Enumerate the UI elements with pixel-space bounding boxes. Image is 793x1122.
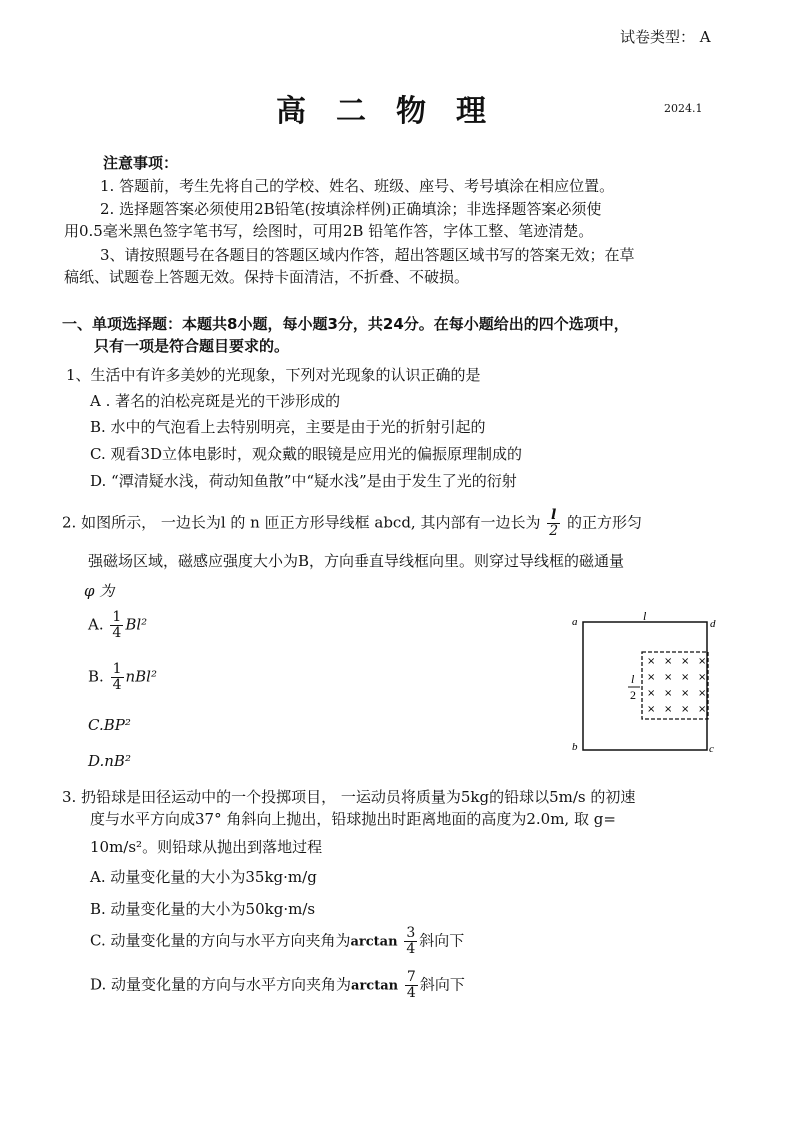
- q3-option-d-fraction: [405, 970, 418, 1001]
- q1-option-d: D. “潭清疑水浅，荷动知鱼散”中“疑水浅”是由于发生了光的衍射: [90, 472, 517, 490]
- q3-stem-line1: 3. 扔铅球是田径运动中的一个投掷项目， 一运动员将质量为5kg的铅球以5m/s 的初速: [62, 788, 636, 806]
- side-length-num: l: [631, 672, 635, 686]
- field-cross: ×: [681, 688, 690, 699]
- q2-option-d: D.nB²: [88, 752, 131, 770]
- notice-line-3b: 稿纸、试题卷上答题无效。保持卡面清洁，不折叠、不破损。: [64, 268, 470, 286]
- field-cross: ×: [664, 688, 673, 699]
- field-cross: ×: [698, 688, 707, 699]
- corner-c: c: [709, 743, 714, 755]
- q2-option-a-label: A.: [88, 615, 104, 634]
- q2-option-b-tail: nBl²: [125, 667, 157, 686]
- q2-stem-a: 2. 如图所示， 一边长为l 的 n 匝正方形导线框 abcd, 其内部有一边长为: [62, 513, 541, 532]
- magnetic-field-crosses: [647, 656, 706, 715]
- q3-option-c-fraction: [404, 926, 417, 957]
- exam-date: 2024.1: [664, 102, 703, 115]
- field-cross: ×: [664, 704, 673, 715]
- field-cross: ×: [664, 672, 673, 683]
- q2-option-a-den: 4: [112, 625, 122, 641]
- q2-stem-line2: 强磁场区域，磁感应强度大小为B，方向垂直导线框向里。则穿过导线框的磁通量: [88, 552, 625, 570]
- q1-option-a: A . 著名的泊松亮斑是光的干涉形成的: [90, 392, 341, 410]
- q2-option-b-den: 4: [112, 677, 122, 693]
- field-cross: ×: [647, 704, 656, 715]
- field-cross: ×: [698, 656, 707, 667]
- field-cross: ×: [664, 656, 673, 667]
- notice-line-3a: 3、请按照题号在各题目的答题区域内作答，超出答题区域书写的答案无效；在草: [100, 246, 635, 264]
- q2-option-b-fraction: [111, 662, 124, 693]
- notice-line-1: 1. 答题前，考生先将自己的学校、姓名、班级、座号、考号填涂在相应位置。: [100, 177, 615, 195]
- field-cross: ×: [647, 656, 656, 667]
- q3-option-a: A. 动量变化量的大小为35kg·m/g: [90, 868, 317, 886]
- q2-stem-line1: [62, 508, 642, 539]
- q3-option-c-arctan: arctan: [350, 934, 398, 950]
- notice-heading: 注意事项：: [103, 154, 179, 172]
- field-cross: ×: [698, 704, 707, 715]
- q3-stem-line3: 10m/s²。则铅球从抛出到落地过程: [90, 838, 323, 856]
- field-cross: ×: [647, 672, 656, 683]
- q3-option-d-tail: 斜向下: [419, 975, 465, 994]
- q2-stem-b: 的正方形匀: [566, 513, 642, 532]
- q3-option-d: [90, 970, 465, 1001]
- field-cross: ×: [681, 656, 690, 667]
- field-cross: ×: [681, 704, 690, 715]
- corner-d: d: [710, 618, 716, 630]
- outer-frame: [583, 622, 707, 750]
- corner-a: a: [572, 616, 578, 628]
- q2-stem-line3: φ 为: [84, 582, 115, 600]
- q1-option-b: B. 水中的气泡看上去特别明亮，主要是由于光的折射引起的: [90, 418, 486, 436]
- q2-figure: [570, 606, 720, 756]
- q2-stem-fraction: [547, 508, 560, 539]
- q3-option-b: B. 动量变化量的大小为50kg·m/s: [90, 900, 316, 918]
- q3-stem-line2: 度与水平方向成37° 角斜向上抛出，铅球抛出时距离地面的高度为2.0m, 取 g=: [90, 810, 616, 828]
- q1-option-c: C. 观看3D立体电影时，观众戴的眼镜是应用光的偏振原理制成的: [90, 445, 523, 463]
- section-heading-1: 一、单项选择题：本题共8小题，每小题3分，共24分。在每小题给出的四个选项中，: [62, 315, 629, 333]
- q2-option-c: C.BP²: [88, 716, 131, 734]
- notice-line-2a: 2. 选择题答案必须使用2B铅笔(按填涂样例)正确填涂；非选择题答案必须使: [100, 200, 602, 218]
- q3-option-c-den: 4: [406, 941, 416, 957]
- top-length-label: l: [643, 609, 647, 623]
- q2-option-b-num: 1: [112, 661, 122, 677]
- side-length-den: 2: [630, 688, 636, 702]
- q3-option-c-text: C. 动量变化量的方向与水平方向夹角为: [90, 931, 351, 950]
- q3-option-d-arctan: arctan: [351, 978, 399, 994]
- field-cross: ×: [681, 672, 690, 683]
- section-heading-2: 只有一项是符合题目要求的。: [94, 337, 290, 355]
- q3-option-d-num: 7: [406, 969, 416, 985]
- q2-frac-den: 2: [549, 523, 559, 539]
- field-cross: ×: [647, 688, 656, 699]
- q2-option-a: [88, 610, 147, 641]
- q2-option-a-tail: Bl²: [125, 615, 148, 634]
- q2-option-b-label: B.: [88, 667, 104, 686]
- paper-type: 试卷类型： A: [620, 28, 711, 46]
- q3-option-c-tail: 斜向下: [419, 931, 465, 950]
- q1-stem: 1、生活中有许多美妙的光现象，下列对光现象的认识正确的是: [66, 366, 481, 384]
- q3-option-c-num: 3: [406, 925, 416, 941]
- q2-option-a-fraction: [110, 610, 123, 641]
- q2-frac-num: l: [547, 508, 560, 524]
- notice-line-2b: 用0.5毫米黑色签字笔书写，绘图时，可用2B 铅笔作答，字体工整、笔迹清楚。: [64, 222, 594, 240]
- q2-option-b: [88, 662, 157, 693]
- field-cross: ×: [698, 672, 707, 683]
- q3-option-d-text: D. 动量变化量的方向与水平方向夹角为: [90, 975, 352, 994]
- corner-b: b: [572, 741, 578, 753]
- q3-option-d-den: 4: [406, 985, 416, 1001]
- page-title: 高二物理: [276, 94, 516, 129]
- q3-option-c: [90, 926, 464, 957]
- q2-option-a-num: 1: [112, 609, 122, 625]
